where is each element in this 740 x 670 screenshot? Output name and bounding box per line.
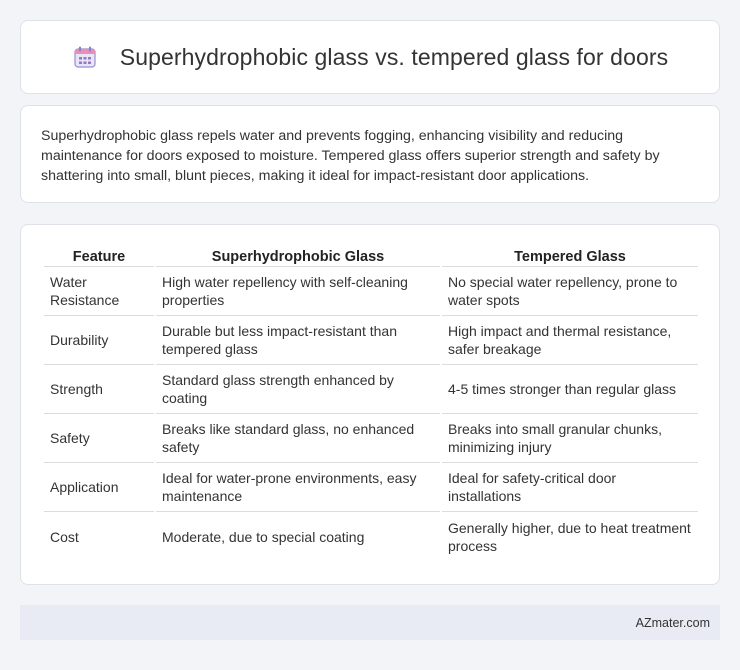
- superhydrophobic-cell: Standard glass strength enhanced by coating: [156, 365, 440, 414]
- feature-cell: Strength: [44, 365, 154, 414]
- tempered-cell: Generally higher, due to heat treatment process: [448, 519, 691, 554]
- table-row: [44, 267, 698, 316]
- tempered-cell: 4-5 times stronger than regular glass: [442, 365, 698, 414]
- tempered-cell: Ideal for safety-critical door installations: [442, 463, 698, 512]
- superhydrophobic-cell: Durable but less impact-resistant than tempered glass: [156, 316, 440, 365]
- footer: [20, 605, 720, 640]
- comparison-card: [20, 224, 720, 585]
- table-row: [44, 463, 698, 512]
- intro-paragraph: Superhydrophobic glass repels water and prevents fogging, enhancing visibility and reducing maintenance for doors exposed to moisture. Tempered glass offers superior strength and safety by shattering into small, blunt pieces, making it ideal for impact-resistant door applications.: [41, 128, 660, 184]
- header-superhydrophobic: Superhydrophobic Glass: [156, 245, 440, 267]
- footer-brand: AZmater.com: [635, 615, 710, 630]
- title-card: [20, 20, 720, 94]
- header-feature: Feature: [44, 245, 154, 267]
- feature-cell: Cost: [50, 528, 79, 545]
- page-title: Superhydrophobic glass vs. tempered glass for doors: [119, 43, 669, 70]
- tempered-cell: Breaks into small granular chunks, minimizing injury: [442, 414, 698, 463]
- table-row: [44, 414, 698, 463]
- intro-card: [20, 105, 720, 203]
- table-row: [44, 365, 698, 414]
- feature-cell: Application: [44, 463, 154, 512]
- feature-cell: Durability: [44, 316, 154, 365]
- superhydrophobic-cell: Breaks like standard glass, no enhanced safety: [156, 414, 440, 463]
- feature-cell: Safety: [44, 414, 154, 463]
- header-tempered: Tempered Glass: [442, 245, 698, 267]
- comparison-table: [42, 245, 700, 561]
- feature-cell: Water Resistance: [44, 267, 154, 316]
- superhydrophobic-cell: Moderate, due to special coating: [162, 528, 365, 545]
- calendar-icon: [72, 44, 98, 70]
- table-header-row: [44, 245, 698, 267]
- tempered-cell: No special water repellency, prone to water spots: [442, 267, 698, 316]
- tempered-cell: High impact and thermal resistance, safer breakage: [442, 316, 698, 365]
- superhydrophobic-cell: Ideal for water-prone environments, easy maintenance: [156, 463, 440, 512]
- table-row: [44, 316, 698, 365]
- table-row: [44, 512, 698, 561]
- superhydrophobic-cell: High water repellency with self-cleaning properties: [156, 267, 440, 316]
